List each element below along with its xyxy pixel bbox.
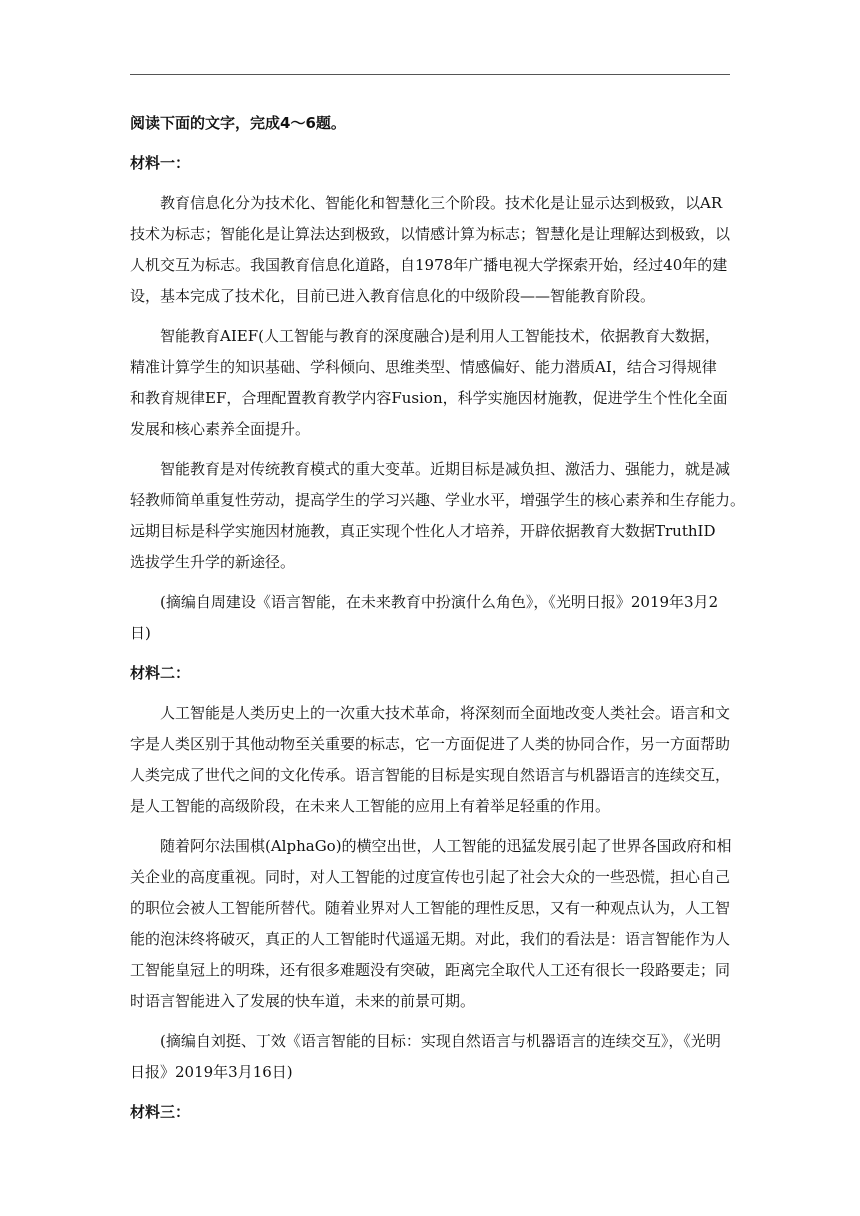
material-2-paragraph-2: 随着阿尔法围棋(AlphaGo)的横空出世，人工智能的迅猛发展引起了世界各国政府和相 关企业的高度重视。同时，对人工智能的过度宣传也引起了社会大众的一些恐慌，担心自己 的职位会被人工智能所替代。随着业界对人工智能的理性反思，又有一种观点认为，人工智 能的泡沫终将破灭，真正的人工智能时代遥遥无期。对此，我们的看法是：语言智能作为人 工智能皇冠上的明珠，还有很多难题没有突破，距离完全取代人工还有很长一段路要走；同 时语言智能进入了发展的快车道，未来的前景可期。: [130, 837, 732, 1010]
material-1-paragraph-1: 教育信息化分为技术化、智能化和智慧化三个阶段。技术化是让显示达到极致，以AR 技术为标志；智能化是让算法达到极致，以情感计算为标志；智慧化是让理解达到极致，以 人机交互为标志。我国教育信息化道路，自1978年广播电视大学探索开始，经过40年的建 设，基本完成了技术化，目前已进入教育信息化的中级阶段——智能教育阶段。: [130, 194, 731, 305]
material-1-heading: 材料一：: [130, 154, 191, 172]
material-1-source: (摘编自周建设《语言智能，在未来教育中扮演什么角色》，《光明日报》2019年3月2 日): [130, 593, 719, 642]
instruction: 阅读下面的文字，完成4～6题。: [130, 114, 346, 132]
material-1-paragraph-2: 智能教育AIEF(人工智能与教育的深度融合)是利用人工智能技术，依据教育大数据， 精准计算学生的知识基础、学科倾向、思维类型、情感偏好、能力潜质AI，结合习得规律 和教育规律EF，合理配置教育教学内容Fusion，科学实施因材施教，促进学生个性化全面 发展和核心素养全面提升。: [130, 327, 728, 438]
material-3-heading: 材料三：: [130, 1103, 191, 1121]
header-rule: [130, 74, 730, 75]
material-1-paragraph-3: 智能教育是对传统教育模式的重大变革。近期目标是减负担、激活力、强能力，就是减 轻教师简单重复性劳动，提高学生的学习兴趣、学业水平，增强学生的核心素养和生存能力。 远期目标是科学实施因材施教，真正实现个性化人才培养，开辟依据教育大数据TruthID 选拔学生升学的新途径。: [130, 460, 746, 571]
document-body: [130, 108, 746, 1128]
material-2-paragraph-1: 人工智能是人类历史上的一次重大技术革命，将深刻而全面地改变人类社会。语言和文 字是人类区别于其他动物至关重要的标志，它一方面促进了人类的协同合作，另一方面帮助 人类完成了世代之间的文化传承。语言智能的目标是实现自然语言与机器语言的连续交互， 是人工智能的高级阶段，在未来人工智能的应用上有着举足轻重的作用。: [130, 704, 731, 815]
material-2-heading: 材料二：: [130, 664, 191, 682]
material-2-source: (摘编自刘挺、丁效《语言智能的目标：实现自然语言与机器语言的连续交互》，《光明 日报》2019年3月16日): [130, 1032, 721, 1081]
